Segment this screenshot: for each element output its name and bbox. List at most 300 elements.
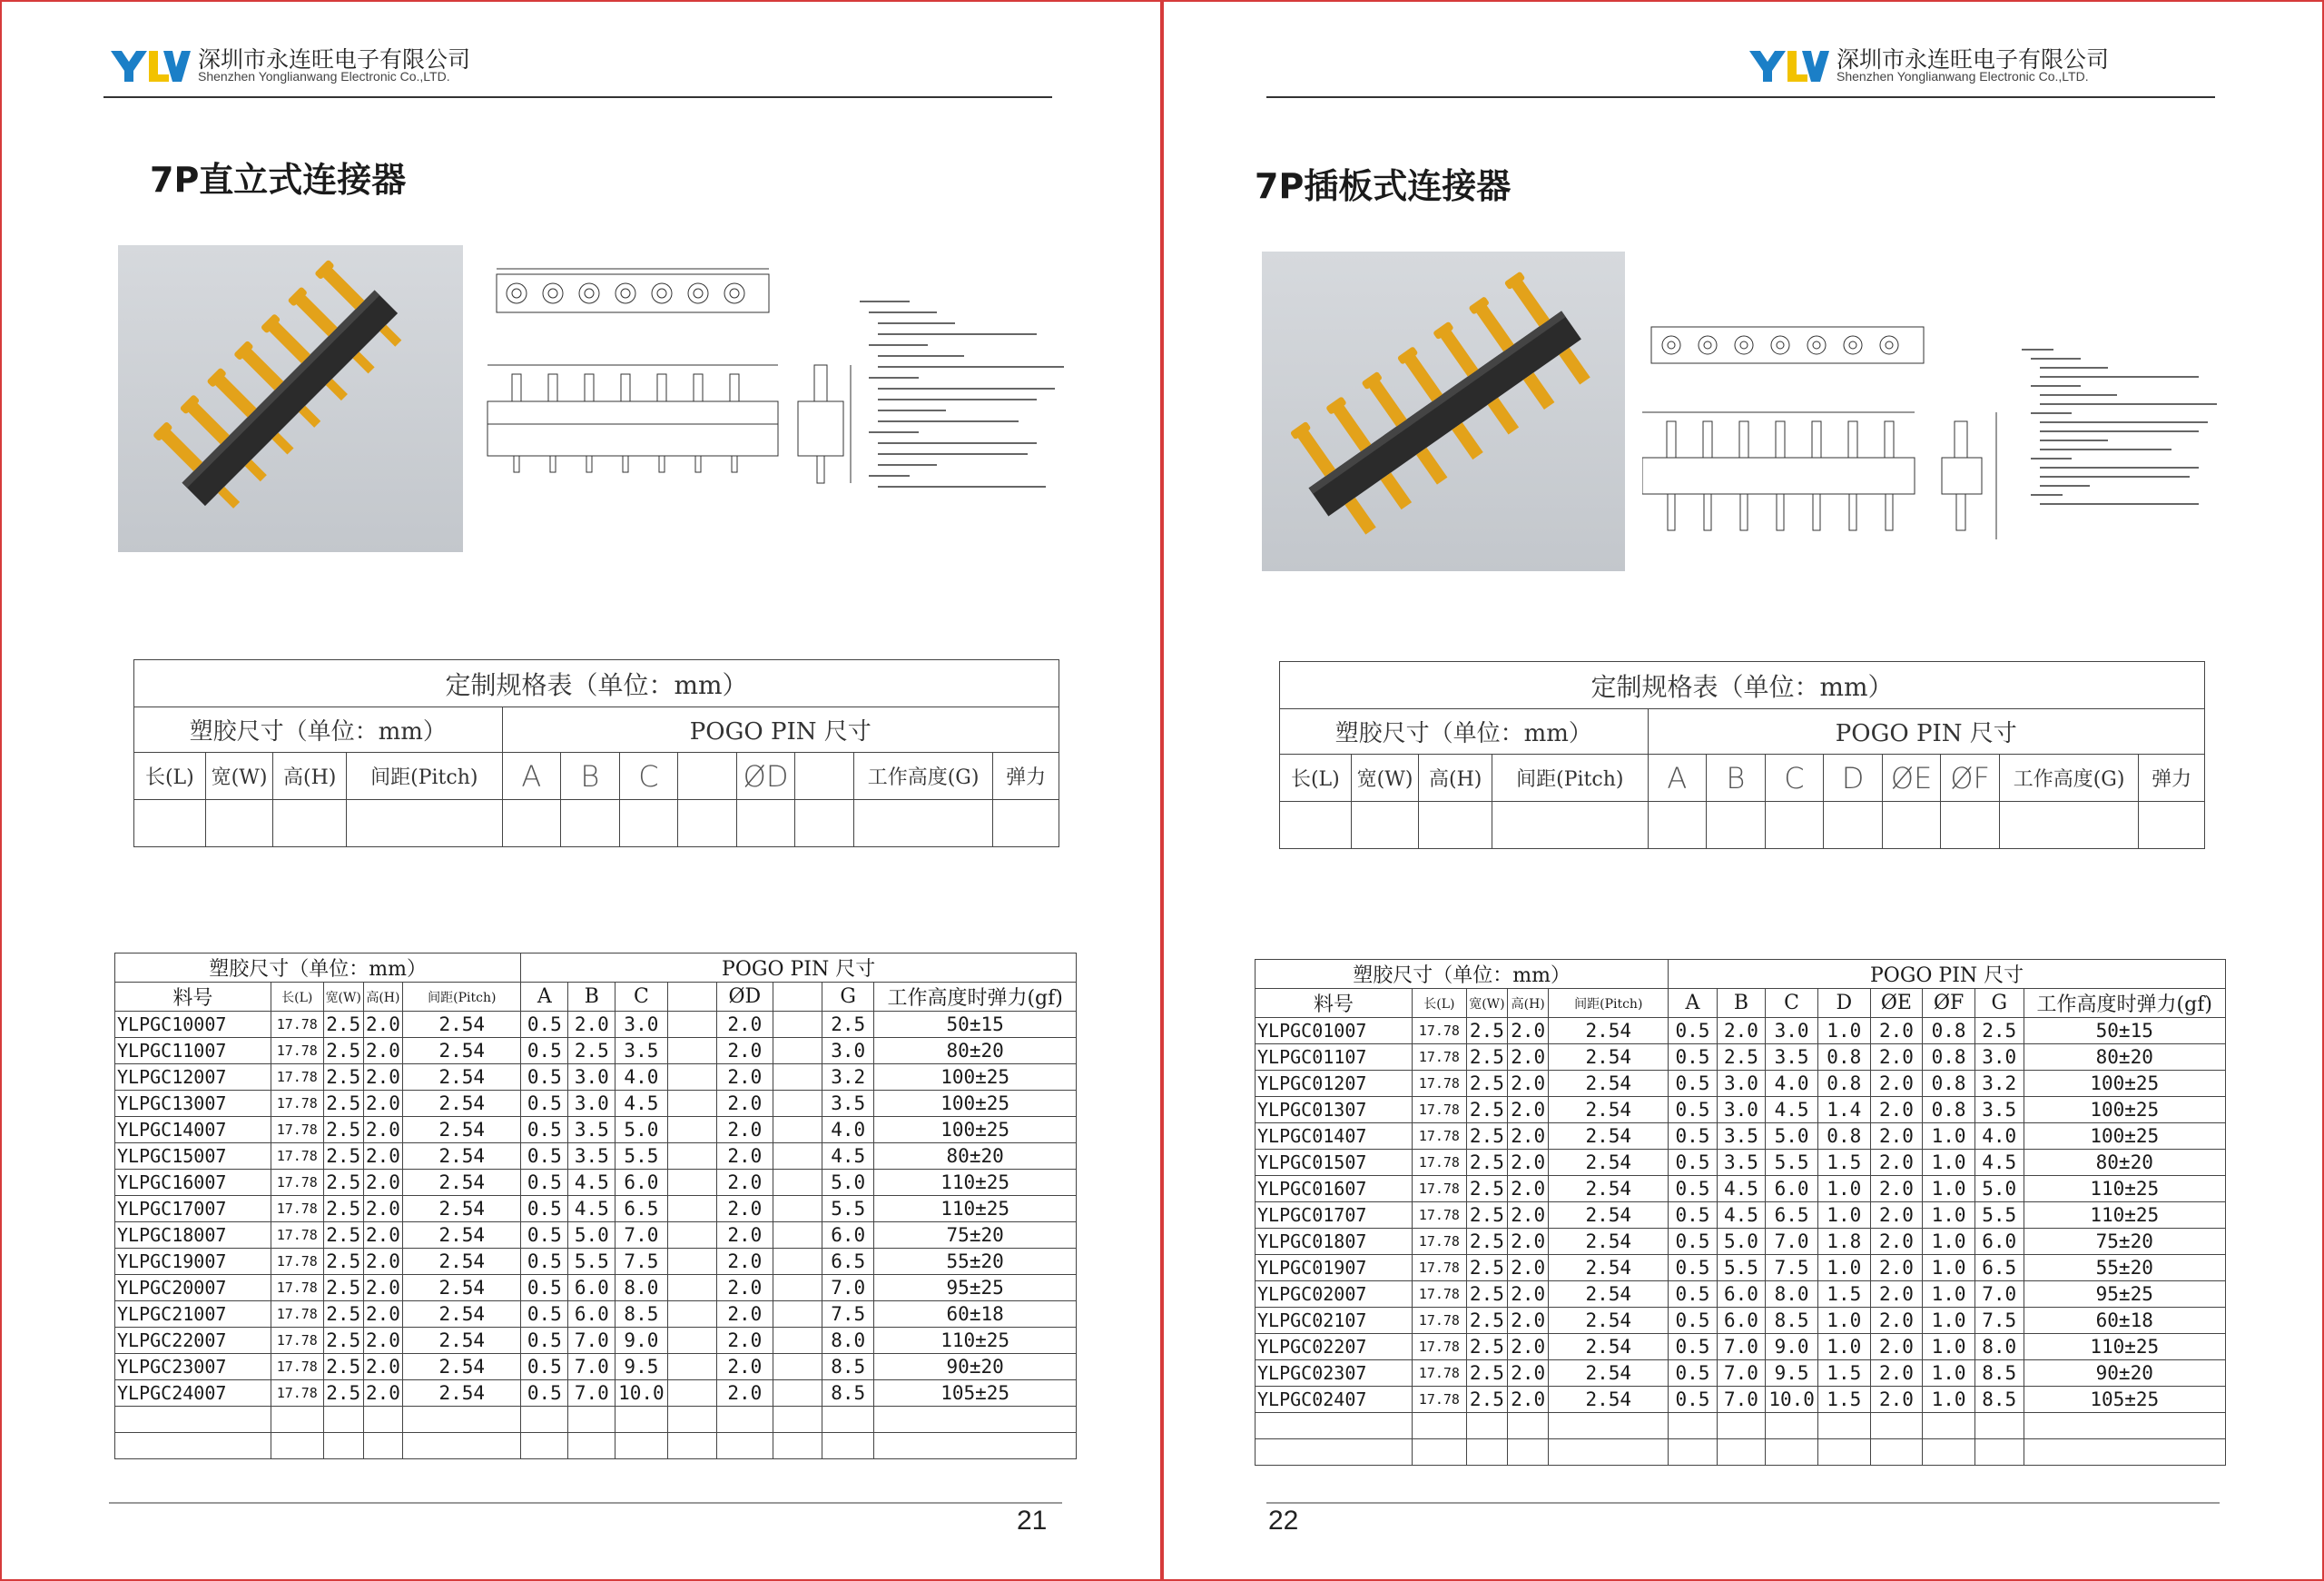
table-cell: 2.0 <box>1870 1071 1923 1097</box>
table-cell: 3.0 <box>568 1091 615 1117</box>
table-cell: 17.78 <box>271 1143 323 1170</box>
part-number-cell: YLPGC01707 <box>1256 1202 1413 1229</box>
table-cell: 3.0 <box>822 1038 874 1064</box>
table-cell: 17.78 <box>271 1196 323 1222</box>
table-cell: 2.0 <box>1508 1018 1549 1044</box>
table-cell: 1.0 <box>1817 1334 1870 1360</box>
table-row <box>1256 1018 2226 1044</box>
table-cell <box>667 1380 716 1407</box>
table-cell: 2.5 <box>323 1143 363 1170</box>
table-cell: 17.78 <box>1413 1308 1467 1334</box>
table-cell: 4.5 <box>1717 1176 1766 1202</box>
table-cell: 0.5 <box>1669 1255 1718 1281</box>
table-cell: 2.54 <box>403 1196 521 1222</box>
table-cell: 2.0 <box>716 1064 773 1091</box>
table-cell: 2.54 <box>1549 1360 1669 1387</box>
table-row <box>1256 1229 2226 1255</box>
table-row <box>115 1117 1077 1143</box>
product-data-table <box>1255 959 2226 1466</box>
data-col-header: 长(L) <box>1413 989 1467 1018</box>
table-cell: 2.5 <box>1466 1387 1507 1413</box>
spec-notes-graphic <box>855 292 1082 519</box>
table-cell: 17.78 <box>271 1038 323 1064</box>
pogo-pin-size-header: POGO PIN 尺寸 <box>521 954 1077 983</box>
table-cell: 60±18 <box>874 1301 1077 1328</box>
table-cell: 8.5 <box>615 1301 667 1328</box>
table-cell: 0.5 <box>521 1328 568 1354</box>
table-cell <box>773 1012 822 1038</box>
table-cell: 6.5 <box>1766 1202 1818 1229</box>
table-cell: 17.78 <box>271 1012 323 1038</box>
part-number-cell: YLPGC01307 <box>1256 1097 1413 1123</box>
data-col-header: 间距(Pitch) <box>1549 989 1669 1018</box>
table-cell: 2.0 <box>1870 1044 1923 1071</box>
pogo-pin-size-header: POGO PIN 尺寸 <box>1669 960 2226 989</box>
table-cell: 6.0 <box>1717 1281 1766 1308</box>
table-cell: 2.0 <box>716 1301 773 1328</box>
table-cell: 17.78 <box>271 1064 323 1091</box>
table-cell: 9.5 <box>615 1354 667 1380</box>
col-width: 宽(W) <box>1351 755 1419 802</box>
table-cell: 2.5 <box>323 1275 363 1301</box>
table-cell <box>773 1091 822 1117</box>
table-cell: 7.0 <box>1766 1229 1818 1255</box>
table-cell: 2.0 <box>716 1143 773 1170</box>
table-row <box>1256 1150 2226 1176</box>
table-cell: 2.5 <box>323 1117 363 1143</box>
data-col-header: 间距(Pitch) <box>403 983 521 1012</box>
table-cell: 8.5 <box>822 1380 874 1407</box>
table-cell: 2.54 <box>403 1301 521 1328</box>
table-cell <box>667 1354 716 1380</box>
table-cell: 17.78 <box>1413 1255 1467 1281</box>
table-cell: 2.5 <box>1974 1018 2024 1044</box>
custom-table-title: 定制规格表（单位：mm） <box>1280 662 2205 709</box>
table-cell: 5.5 <box>822 1196 874 1222</box>
table-cell <box>667 1328 716 1354</box>
table-cell: 2.0 <box>1870 1281 1923 1308</box>
table-cell: 95±25 <box>2024 1281 2226 1308</box>
table-cell: 2.0 <box>1870 1308 1923 1334</box>
table-cell: 3.5 <box>1766 1044 1818 1071</box>
table-cell <box>667 1091 716 1117</box>
table-cell: 17.78 <box>1413 1150 1467 1176</box>
table-cell: 7.5 <box>1974 1308 2024 1334</box>
table-cell: 2.0 <box>1870 1018 1923 1044</box>
company-name-cn: 深圳市永连旺电子有限公司 <box>198 46 471 73</box>
table-cell: 0.5 <box>1669 1334 1718 1360</box>
plastic-size-header: 塑胶尺寸（单位：mm） <box>1280 709 1649 755</box>
table-cell: 2.5 <box>568 1038 615 1064</box>
table-cell: 0.5 <box>521 1117 568 1143</box>
table-cell: 80±20 <box>2024 1044 2226 1071</box>
custom-spec-table <box>1279 661 2205 849</box>
table-cell: 2.54 <box>403 1170 521 1196</box>
table-cell: 17.78 <box>1413 1176 1467 1202</box>
table-cell: 2.5 <box>323 1301 363 1328</box>
table-cell <box>773 1222 822 1249</box>
table-cell: 60±18 <box>2024 1308 2226 1334</box>
table-cell: 7.0 <box>568 1328 615 1354</box>
table-cell: 2.0 <box>363 1091 403 1117</box>
table-cell: 80±20 <box>874 1038 1077 1064</box>
table-cell: 2.0 <box>716 1249 773 1275</box>
table-cell: 2.0 <box>1508 1281 1549 1308</box>
table-cell: 2.5 <box>1466 1176 1507 1202</box>
table-cell: 2.0 <box>363 1354 403 1380</box>
table-cell: 2.0 <box>716 1328 773 1354</box>
table-row <box>1256 1071 2226 1097</box>
table-cell: 2.0 <box>1508 1202 1549 1229</box>
table-cell: 2.54 <box>1549 1123 1669 1150</box>
company-name-en: Shenzhen Yonglianwang Electronic Co.,LTD. <box>1837 69 2089 84</box>
table-cell: 2.0 <box>1870 1202 1923 1229</box>
table-cell: 2.5 <box>323 1038 363 1064</box>
table-cell: 1.0 <box>1923 1308 1975 1334</box>
table-cell: 2.54 <box>403 1275 521 1301</box>
table-cell: 2.5 <box>1717 1044 1766 1071</box>
product-title: 7P插板式连接器 <box>1255 166 1512 206</box>
table-cell: 17.78 <box>271 1117 323 1143</box>
table-cell: 2.5 <box>323 1196 363 1222</box>
table-cell: 3.0 <box>1717 1097 1766 1123</box>
part-number-cell: YLPGC21007 <box>115 1301 271 1328</box>
table-row <box>115 1328 1077 1354</box>
table-cell: 2.0 <box>716 1222 773 1249</box>
table-cell: 0.5 <box>521 1091 568 1117</box>
table-cell: 0.8 <box>1817 1044 1870 1071</box>
table-cell: 1.0 <box>1923 1123 1975 1150</box>
table-row <box>1256 1387 2226 1413</box>
table-cell: 2.54 <box>403 1012 521 1038</box>
table-cell: 2.0 <box>1508 1123 1549 1150</box>
table-cell: 3.0 <box>1974 1044 2024 1071</box>
table-cell: 17.78 <box>271 1091 323 1117</box>
table-cell: 2.54 <box>1549 1334 1669 1360</box>
table-cell: 2.0 <box>716 1117 773 1143</box>
part-number-cell: YLPGC15007 <box>115 1143 271 1170</box>
table-cell: 2.54 <box>403 1143 521 1170</box>
table-cell: 17.78 <box>271 1170 323 1196</box>
col-force: 弹力 <box>993 753 1059 800</box>
data-col-header: 高(H) <box>363 983 403 1012</box>
table-cell: 7.0 <box>1717 1360 1766 1387</box>
table-cell: 0.5 <box>1669 1044 1718 1071</box>
table-cell: 4.5 <box>822 1143 874 1170</box>
table-cell <box>667 1301 716 1328</box>
table-cell: 5.5 <box>1766 1150 1818 1176</box>
col-empty-2 <box>795 753 854 800</box>
table-cell: 17.78 <box>1413 1387 1467 1413</box>
table-cell: 4.5 <box>1717 1202 1766 1229</box>
table-cell: 2.0 <box>1870 1360 1923 1387</box>
table-cell: 80±20 <box>874 1143 1077 1170</box>
table-row <box>1256 1308 2226 1334</box>
table-cell: 2.5 <box>822 1012 874 1038</box>
table-cell: 2.0 <box>1870 1255 1923 1281</box>
part-number-cell: YLPGC23007 <box>115 1354 271 1380</box>
table-cell: 2.54 <box>403 1328 521 1354</box>
table-cell: 6.0 <box>615 1170 667 1196</box>
data-col-header: C <box>615 983 667 1012</box>
table-cell: 2.0 <box>1870 1097 1923 1123</box>
table-cell: 1.5 <box>1817 1360 1870 1387</box>
table-cell: 0.5 <box>521 1222 568 1249</box>
table-cell <box>667 1038 716 1064</box>
table-cell: 7.0 <box>1717 1334 1766 1360</box>
table-cell: 6.0 <box>1766 1176 1818 1202</box>
table-cell: 0.5 <box>521 1196 568 1222</box>
footer-divider <box>109 1502 1062 1504</box>
table-cell: 17.78 <box>271 1380 323 1407</box>
table-row <box>115 1196 1077 1222</box>
part-number-cell: YLPGC19007 <box>115 1249 271 1275</box>
table-cell: 0.5 <box>1669 1387 1718 1413</box>
table-cell: 2.0 <box>716 1038 773 1064</box>
table-cell: 2.0 <box>716 1354 773 1380</box>
table-cell: 75±20 <box>2024 1229 2226 1255</box>
table-cell: 7.0 <box>1974 1281 2024 1308</box>
table-cell: 50±15 <box>2024 1018 2226 1044</box>
table-cell: 2.54 <box>1549 1308 1669 1334</box>
part-number-cell: YLPGC17007 <box>115 1196 271 1222</box>
data-col-header: D <box>1817 989 1870 1018</box>
table-cell: 3.0 <box>1717 1071 1766 1097</box>
spec-notes-graphic <box>2017 342 2235 533</box>
table-row <box>115 1064 1077 1091</box>
table-cell: 2.54 <box>1549 1281 1669 1308</box>
table-cell: 2.54 <box>1549 1176 1669 1202</box>
plastic-size-header: 塑胶尺寸（单位：mm） <box>115 954 521 983</box>
table-cell: 8.0 <box>1766 1281 1818 1308</box>
table-cell: 1.0 <box>1923 1176 1975 1202</box>
table-cell <box>667 1064 716 1091</box>
table-cell: 3.0 <box>615 1012 667 1038</box>
custom-table-title: 定制规格表（单位：mm） <box>134 660 1059 707</box>
table-cell: 2.0 <box>1508 1097 1549 1123</box>
table-cell: 1.0 <box>1923 1281 1975 1308</box>
table-row <box>115 1012 1077 1038</box>
col-pitch: 间距(Pitch) <box>1492 755 1649 802</box>
table-cell: 3.0 <box>568 1064 615 1091</box>
table-cell: 2.54 <box>403 1249 521 1275</box>
table-cell: 3.0 <box>1766 1018 1818 1044</box>
table-cell: 3.2 <box>1974 1071 2024 1097</box>
table-cell: 1.5 <box>1817 1387 1870 1413</box>
table-cell: 5.5 <box>1974 1202 2024 1229</box>
table-cell: 6.5 <box>615 1196 667 1222</box>
table-cell: 2.5 <box>1466 1018 1507 1044</box>
table-cell: 2.54 <box>1549 1071 1669 1097</box>
col-length: 长(L) <box>134 753 206 800</box>
table-cell: 1.0 <box>1817 1202 1870 1229</box>
part-number-cell: YLPGC22007 <box>115 1328 271 1354</box>
table-cell: 4.5 <box>1974 1150 2024 1176</box>
table-cell: 17.78 <box>271 1354 323 1380</box>
table-cell: 17.78 <box>1413 1334 1467 1360</box>
table-cell: 110±25 <box>2024 1202 2226 1229</box>
page-header <box>1266 38 2215 98</box>
table-row <box>1256 1334 2226 1360</box>
table-cell: 7.0 <box>568 1354 615 1380</box>
page-number: 21 <box>1017 1506 1048 1536</box>
table-cell: 7.0 <box>822 1275 874 1301</box>
col-pitch: 间距(Pitch) <box>347 753 503 800</box>
table-cell: 4.5 <box>568 1196 615 1222</box>
table-cell: 0.5 <box>1669 1202 1718 1229</box>
part-number-cell: YLPGC14007 <box>115 1117 271 1143</box>
plastic-size-header: 塑胶尺寸（单位：mm） <box>1256 960 1669 989</box>
table-cell: 2.54 <box>1549 1018 1669 1044</box>
table-cell: 4.0 <box>1974 1123 2024 1150</box>
data-col-header <box>667 983 716 1012</box>
table-cell: 2.54 <box>403 1380 521 1407</box>
table-cell: 0.8 <box>1923 1044 1975 1071</box>
table-row <box>115 1249 1077 1275</box>
table-cell: 2.0 <box>1508 1150 1549 1176</box>
table-cell: 9.0 <box>615 1328 667 1354</box>
table-cell: 10.0 <box>615 1380 667 1407</box>
table-cell <box>667 1143 716 1170</box>
table-cell: 0.8 <box>1817 1071 1870 1097</box>
table-cell: 2.54 <box>1549 1044 1669 1071</box>
table-cell: 1.4 <box>1817 1097 1870 1123</box>
table-cell: 2.0 <box>1508 1176 1549 1202</box>
table-cell: 90±20 <box>2024 1360 2226 1387</box>
table-cell: 95±25 <box>874 1275 1077 1301</box>
table-cell: 105±25 <box>2024 1387 2226 1413</box>
table-cell: 0.8 <box>1923 1018 1975 1044</box>
table-cell: 2.0 <box>1508 1308 1549 1334</box>
col-a: A <box>1648 755 1707 802</box>
table-row <box>115 1038 1077 1064</box>
col-b: B <box>1707 755 1766 802</box>
table-cell: 0.5 <box>521 1143 568 1170</box>
table-cell: 8.5 <box>1974 1360 2024 1387</box>
table-cell: 5.0 <box>615 1117 667 1143</box>
table-cell: 6.0 <box>1974 1229 2024 1255</box>
table-cell: 2.0 <box>363 1222 403 1249</box>
table-cell <box>667 1012 716 1038</box>
table-cell: 0.5 <box>521 1301 568 1328</box>
col-height: 高(H) <box>1419 755 1492 802</box>
table-cell: 2.54 <box>1549 1255 1669 1281</box>
data-col-header: ØD <box>716 983 773 1012</box>
table-cell: 1.0 <box>1817 1255 1870 1281</box>
part-number-cell: YLPGC10007 <box>115 1012 271 1038</box>
table-cell: 110±25 <box>874 1196 1077 1222</box>
table-cell: 2.0 <box>716 1012 773 1038</box>
table-cell: 2.0 <box>1508 1229 1549 1255</box>
custom-spec-table <box>133 659 1059 847</box>
table-cell <box>773 1380 822 1407</box>
table-row <box>115 1275 1077 1301</box>
table-row <box>1256 1044 2226 1071</box>
table-row <box>1256 1255 2226 1281</box>
connector-render-image <box>1262 252 1625 571</box>
table-cell: 100±25 <box>2024 1123 2226 1150</box>
table-cell: 5.0 <box>1766 1123 1818 1150</box>
table-cell: 8.0 <box>1974 1334 2024 1360</box>
table-cell: 0.8 <box>1923 1071 1975 1097</box>
table-cell: 2.0 <box>363 1064 403 1091</box>
table-cell: 0.5 <box>1669 1097 1718 1123</box>
table-cell: 17.78 <box>1413 1229 1467 1255</box>
part-number-cell: YLPGC12007 <box>115 1064 271 1091</box>
blank-row <box>1256 1413 2226 1439</box>
table-cell: 2.54 <box>1549 1229 1669 1255</box>
table-cell: 4.0 <box>822 1117 874 1143</box>
data-col-header: 料号 <box>115 983 271 1012</box>
table-cell: 2.5 <box>1466 1360 1507 1387</box>
table-cell: 2.0 <box>1870 1150 1923 1176</box>
table-cell: 0.5 <box>521 1275 568 1301</box>
table-cell: 2.0 <box>363 1328 403 1354</box>
table-cell: 17.78 <box>271 1301 323 1328</box>
table-cell: 1.0 <box>1923 1229 1975 1255</box>
technical-drawing <box>469 265 873 529</box>
table-cell <box>667 1196 716 1222</box>
part-number-cell: YLPGC13007 <box>115 1091 271 1117</box>
table-row <box>115 1301 1077 1328</box>
table-cell: 0.8 <box>1923 1097 1975 1123</box>
table-cell: 2.54 <box>403 1222 521 1249</box>
col-diameter-e: ØE <box>1882 755 1941 802</box>
col-working-height: 工作高度(G) <box>853 753 992 800</box>
part-number-cell: YLPGC01607 <box>1256 1176 1413 1202</box>
table-cell: 2.0 <box>1508 1044 1549 1071</box>
table-cell: 17.78 <box>1413 1071 1467 1097</box>
data-col-header: A <box>521 983 568 1012</box>
part-number-cell: YLPGC01907 <box>1256 1255 1413 1281</box>
table-cell: 2.54 <box>1549 1387 1669 1413</box>
data-col-header: B <box>568 983 615 1012</box>
table-cell: 2.54 <box>403 1117 521 1143</box>
table-cell: 1.0 <box>1923 1202 1975 1229</box>
company-logo <box>1748 45 1831 87</box>
table-cell: 105±25 <box>874 1380 1077 1407</box>
table-cell: 6.5 <box>822 1249 874 1275</box>
blank-row <box>1256 1439 2226 1466</box>
table-cell: 2.5 <box>1466 1123 1507 1150</box>
table-cell: 2.0 <box>716 1170 773 1196</box>
table-cell: 2.0 <box>716 1380 773 1407</box>
table-cell: 1.0 <box>1817 1176 1870 1202</box>
table-cell: 5.5 <box>568 1249 615 1275</box>
table-cell: 2.54 <box>1549 1097 1669 1123</box>
table-cell: 0.5 <box>1669 1281 1718 1308</box>
table-cell: 8.5 <box>822 1354 874 1380</box>
table-cell: 2.0 <box>363 1170 403 1196</box>
table-cell <box>667 1170 716 1196</box>
part-number-cell: YLPGC20007 <box>115 1275 271 1301</box>
table-row <box>1256 1097 2226 1123</box>
table-cell <box>773 1301 822 1328</box>
data-col-header: 宽(W) <box>1466 989 1507 1018</box>
table-cell: 17.78 <box>1413 1044 1467 1071</box>
part-number-cell: YLPGC11007 <box>115 1038 271 1064</box>
table-cell <box>773 1038 822 1064</box>
col-b: B <box>561 753 620 800</box>
table-cell: 2.0 <box>1508 1387 1549 1413</box>
table-row <box>115 1222 1077 1249</box>
table-cell: 0.5 <box>521 1380 568 1407</box>
data-col-header: 工作高度时弹力(gf) <box>874 983 1077 1012</box>
table-cell: 1.0 <box>1817 1018 1870 1044</box>
table-cell <box>773 1170 822 1196</box>
table-row <box>1256 1281 2226 1308</box>
table-cell <box>773 1196 822 1222</box>
